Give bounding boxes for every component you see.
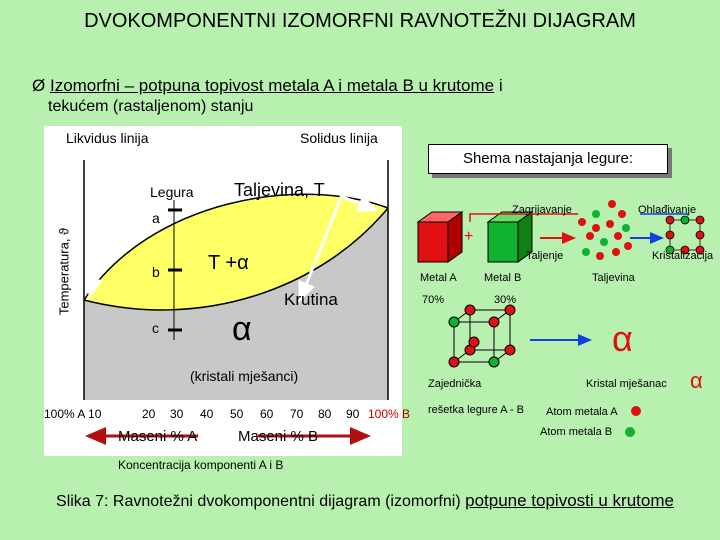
kristali-label: (kristali mješanci) <box>190 368 299 384</box>
pct-b-label: 30% <box>494 294 517 306</box>
ohladivanje-label: Ohlađivanje <box>638 204 697 216</box>
figure-caption <box>40 490 690 513</box>
x-tick-9: 100% B <box>368 407 411 421</box>
x-tick-0: 100% A 10 <box>44 407 102 421</box>
point-b-label: b <box>152 264 160 280</box>
x-tick-6: 70 <box>290 407 304 421</box>
bullet-marker: Ø <box>32 76 46 95</box>
kristalizacija-label: Kristalizacija <box>652 250 714 262</box>
taljevina-label: Taljevina, T <box>234 180 325 200</box>
kristal-mjesanac-label: Kristal mješanac <box>586 378 667 390</box>
zajednicka-label: Zajednička <box>428 378 482 390</box>
x-tick-2: 30 <box>170 407 184 421</box>
bullet-line-2: tekućem (rastaljenom) stanju <box>48 98 254 115</box>
koncentracija-label: Koncentracija komponenti A i B <box>118 458 284 472</box>
legura-label: Legura <box>150 184 194 200</box>
resetka-label: rešetka legure A - B <box>428 404 524 416</box>
point-c-label: c <box>152 320 159 336</box>
metal-b-label: Metal B <box>484 272 522 284</box>
caption-underlined: potpune topivosti u krutome <box>465 491 674 510</box>
y-axis-label: Temperatura, ϑ <box>56 227 72 316</box>
x-tick-5: 60 <box>260 407 274 421</box>
atom-a-label: Atom metala A <box>546 406 618 418</box>
point-a-label: a <box>152 210 160 226</box>
metal-a-label: Metal A <box>420 272 457 284</box>
likvidus-label: Likvidus linija <box>66 130 149 146</box>
atom-a-dot <box>631 406 641 416</box>
pct-a-label: 70% <box>422 294 445 306</box>
zagrijavanje-label: Zagrijavanje <box>512 204 572 216</box>
maseni-b-label: Maseni % B <box>238 428 319 445</box>
x-tick-3: 40 <box>200 407 214 421</box>
alpha-large: α <box>612 318 633 359</box>
solidus-label: Solidus linija <box>300 130 378 146</box>
lattice-cube <box>449 305 515 367</box>
alpha-small: α <box>690 368 703 393</box>
kristal-mini <box>666 216 704 254</box>
atom-b-dot <box>625 427 635 437</box>
bullet-text: Izomorfni – potpuna topivost metala A i metala B u krutome <box>49 76 495 95</box>
schema-title: Shema nastajanja legure: <box>428 144 668 174</box>
plus-sign: + <box>464 228 474 245</box>
bullet-tail: i <box>498 76 503 95</box>
taljevina-atoms <box>578 200 632 260</box>
maseni-a-label: Maseni % A <box>118 428 198 445</box>
x-tick-8: 90 <box>346 407 360 421</box>
atom-b-label: Atom metala B <box>540 426 613 438</box>
region-alpha-label: α <box>232 310 252 348</box>
taljenje-label: Taljenje <box>526 250 564 262</box>
taljevina-small-label: Taljevina <box>592 272 635 284</box>
x-tick-7: 80 <box>318 407 332 421</box>
region-krutina-label: Krutina <box>284 290 338 309</box>
region-mix-label: T +α <box>208 252 249 274</box>
caption-prefix: Slika 7: Ravnotežni dvokomponentni dijagram (izomorfni) <box>56 493 461 510</box>
page-title: DVOKOMPONENTNI IZOMORFNI RAVNOTEŽNI DIJAGRAM <box>84 10 636 32</box>
x-tick-1: 20 <box>142 407 156 421</box>
x-tick-4: 50 <box>230 407 244 421</box>
metal-a-cube <box>418 212 462 262</box>
